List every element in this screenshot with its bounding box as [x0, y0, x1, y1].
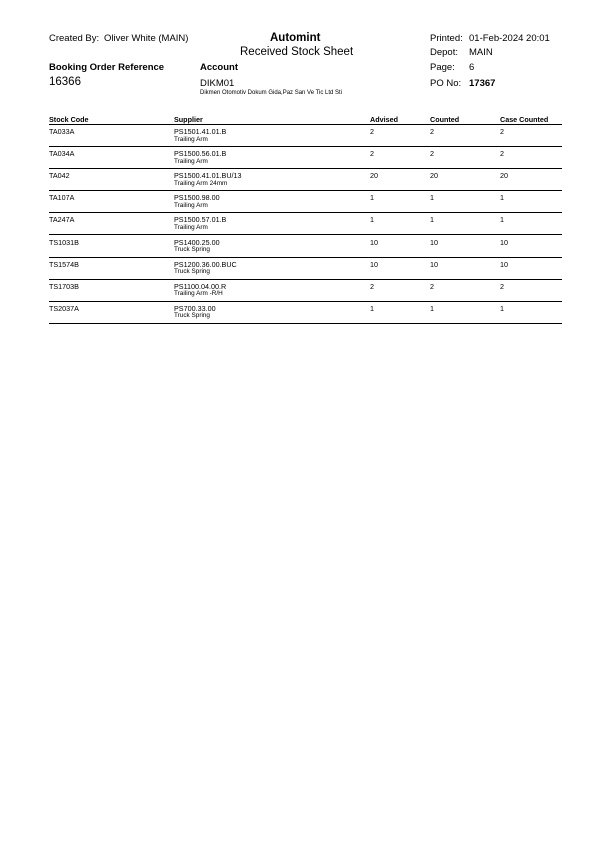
- advised-cell: 2: [370, 149, 374, 159]
- row-divider: [49, 146, 562, 147]
- row-divider: [49, 279, 562, 280]
- row-divider: [49, 301, 562, 302]
- counted-cell: 20: [430, 171, 438, 181]
- header-divider: [49, 124, 562, 125]
- account-code: DIKM01: [200, 78, 235, 89]
- row-divider: [49, 190, 562, 191]
- case-counted-cell: 2: [500, 281, 504, 291]
- advised-cell: 1: [370, 215, 374, 225]
- stock-code-cell: TA033A: [49, 127, 75, 136]
- depot-value: MAIN: [469, 47, 493, 58]
- advised-cell: 1: [370, 303, 374, 313]
- case-counted-cell: 10: [500, 237, 508, 247]
- supplier-cell: PS1200.36.00.BUC: [174, 259, 237, 269]
- case-counted-cell: 2: [500, 149, 504, 159]
- counted-cell: 10: [430, 237, 438, 247]
- counted-cell: 2: [430, 281, 434, 291]
- stock-code-cell: TS1703B: [49, 281, 79, 291]
- case-counted-cell: 2: [500, 127, 504, 136]
- row-divider: [49, 212, 562, 213]
- po-label: PO No:: [430, 78, 462, 89]
- counted-cell: 2: [430, 149, 434, 159]
- company-name: Automint: [270, 32, 321, 44]
- row-divider: [49, 168, 562, 169]
- advised-cell: 1: [370, 193, 374, 203]
- supplier-cell: PS1500.41.01.BU/13: [174, 171, 242, 181]
- sheet-title: Received Stock Sheet: [240, 46, 354, 58]
- created-by-label: Created By:: [49, 33, 100, 44]
- created-by-value: Oliver White (MAIN): [104, 33, 189, 44]
- item-description-cell: Trailing Arm: [174, 157, 208, 165]
- stock-code-cell: TS1031B: [49, 237, 79, 247]
- item-description-cell: Trailing Arm: [174, 201, 208, 209]
- stock-code-cell: TA247A: [49, 215, 75, 225]
- supplier-cell: PS1500.98.00: [174, 193, 220, 203]
- supplier-cell: PS1500.57.01.B: [174, 215, 227, 225]
- row-divider: [49, 323, 562, 324]
- case-counted-cell: 1: [500, 303, 504, 313]
- item-description-cell: Trailing Arm 24mm: [174, 179, 228, 187]
- row-divider: [49, 257, 562, 258]
- supplier-cell: PS700.33.00: [174, 303, 216, 313]
- advised-cell: 20: [370, 171, 378, 181]
- case-counted-cell: 20: [500, 171, 508, 181]
- stock-code-cell: TA034A: [49, 149, 75, 159]
- booking-ref-label: Booking Order Reference: [49, 62, 165, 73]
- column-header-supplier: Supplier: [174, 115, 203, 124]
- column-header-advised: Advised: [370, 115, 398, 124]
- counted-cell: 10: [430, 259, 438, 269]
- item-description-cell: Truck Spring: [174, 312, 210, 320]
- stock-code-cell: TS1574B: [49, 259, 79, 269]
- booking-ref-value: 16366: [49, 76, 81, 88]
- column-header-case-counted: Case Counted: [500, 115, 549, 124]
- account-label: Account: [200, 62, 238, 73]
- supplier-cell: PS1400.25.00: [174, 237, 220, 247]
- printed-value: 01-Feb-2024 20:01: [469, 33, 550, 44]
- counted-cell: 1: [430, 193, 434, 203]
- stock-code-cell: TA107A: [49, 193, 75, 203]
- counted-cell: 1: [430, 303, 434, 313]
- column-header-counted: Counted: [430, 115, 460, 124]
- supplier-cell: PS1100.04.00.R: [174, 281, 227, 291]
- page-value: 6: [469, 62, 475, 73]
- po-value: 17367: [469, 78, 496, 89]
- counted-cell: 1: [430, 215, 434, 225]
- case-counted-cell: 1: [500, 215, 504, 225]
- advised-cell: 2: [370, 127, 374, 136]
- item-description-cell: Trailing Arm: [174, 135, 208, 143]
- counted-cell: 2: [430, 127, 434, 136]
- advised-cell: 10: [370, 259, 378, 269]
- depot-label: Depot:: [430, 47, 458, 58]
- page-label: Page:: [430, 62, 455, 73]
- item-description-cell: Trailing Arm: [174, 223, 208, 231]
- printed-label: Printed:: [430, 33, 463, 44]
- item-description-cell: Truck Spring: [174, 246, 210, 253]
- stock-code-cell: TS2037A: [49, 303, 79, 313]
- advised-cell: 10: [370, 237, 378, 247]
- item-description-cell: Truck Spring: [174, 268, 210, 276]
- stock-code-cell: TA042: [49, 171, 70, 181]
- supplier-cell: PS1500.56.01.B: [174, 149, 227, 159]
- column-header-stock-code: Stock Code: [49, 115, 89, 124]
- advised-cell: 2: [370, 281, 374, 291]
- case-counted-cell: 10: [500, 259, 508, 269]
- supplier-cell: PS1501.41.01.B: [174, 127, 227, 136]
- row-divider: [49, 234, 562, 235]
- account-name: Dikmen Otomotiv Dokum Gida,Paz San Ve Tic Ltd Sti: [200, 90, 343, 96]
- item-description-cell: Trailing Arm -R/H: [174, 290, 223, 298]
- case-counted-cell: 1: [500, 193, 504, 203]
